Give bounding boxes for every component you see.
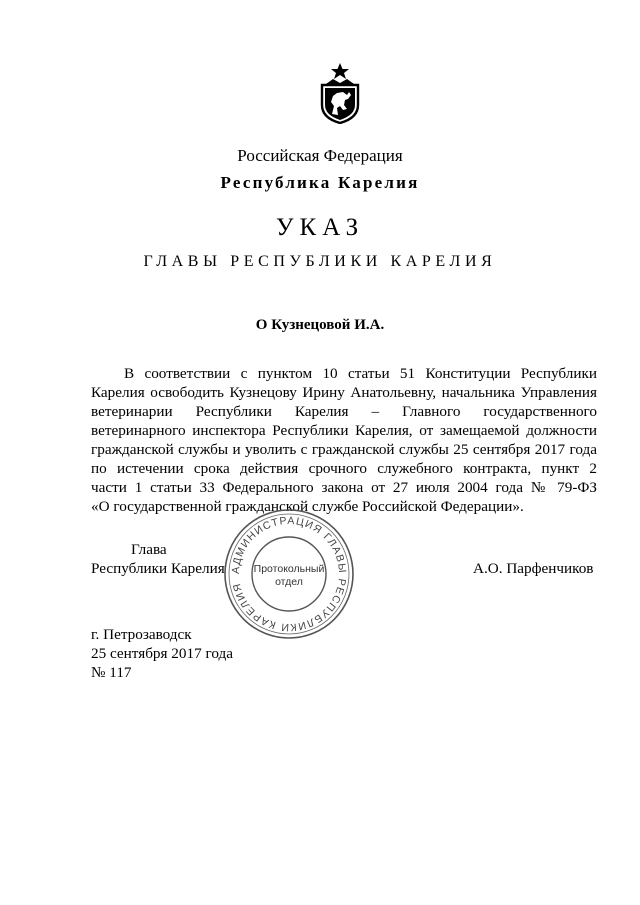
body-line: части 1 статьи 33 Федерального закона от 27 июля 2004 года № 79-ФЗ [91, 479, 597, 496]
stamp-center-line1: Протокольный [253, 563, 325, 575]
signatory-title-line1: Глава [131, 541, 167, 558]
body-line: «О государственной гражданской службе Российской Федерации». [91, 498, 524, 515]
republic-name: Республика Карелия [220, 173, 420, 192]
federation-name: Российская Федерация [237, 146, 403, 165]
stamp-center-line2: отдел [275, 576, 303, 588]
issuer-title: ГЛАВЫ РЕСПУБЛИКИ КАРЕЛИЯ [143, 253, 497, 270]
issue-city: г. Петрозаводск [91, 626, 192, 643]
issue-details [91, 625, 233, 682]
signatory-title-line2: Республики Карелия [91, 560, 225, 577]
karelia-coat-of-arms-icon [318, 62, 362, 124]
body-line: по истечении срока действия срочного служебного контракта, пункт 2 [91, 460, 597, 477]
issue-date: 25 сентября 2017 года [91, 645, 233, 662]
stamp-ring-text: АДМИНИСТРАЦИЯ ГЛАВЫ РЕСПУБЛИКИ КАРЕЛИЯ [229, 514, 349, 634]
decree-number: № 117 [91, 664, 132, 681]
document-type: УКАЗ [275, 214, 365, 241]
signatory-name: А.О. Парфенчиков [473, 560, 594, 577]
body-line: гражданской службы и уволить с гражданской службы 25 сентября 2017 года [91, 441, 597, 458]
decree-subject: О Кузнецовой И.А. [255, 317, 385, 333]
office-stamp [221, 506, 357, 642]
decree-body [91, 364, 597, 516]
body-line: ветеринарного инспектора Республики Карелия, от замещаемой должности [91, 422, 597, 439]
body-line: В соответствии с пунктом 10 статьи 51 Конституции Республики [124, 365, 597, 382]
body-line: Карелия освободить Кузнецову Ирину Анатольевну, начальника Управления [91, 384, 597, 401]
body-line: ветеринарии Республики Карелия – Главного государственного [91, 403, 597, 420]
